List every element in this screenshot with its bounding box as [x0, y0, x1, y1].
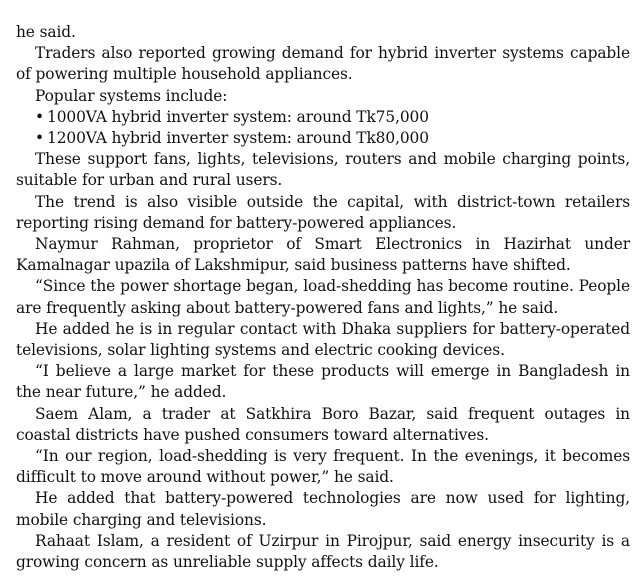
list-item-text: 1200VA hybrid inverter system: around Tk80,000 — [47, 129, 429, 148]
list-item — [16, 128, 630, 149]
list-item — [16, 107, 630, 128]
list-item-text: 1000VA hybrid inverter system: around Tk75,000 — [47, 107, 429, 126]
quote-saem-alam: “In our region, load-shedding is very frequent. In the evenings, it becomes difficult to move around without power,” he said. — [16, 447, 630, 487]
paragraph-dhaka-suppliers: He added he is in regular contact with Dhaka suppliers for battery-operated televisions, solar lighting systems and electric cooking devices. — [16, 319, 630, 360]
paragraph-naymur-rahman: Naymur Rahman, proprietor of Smart Electronics in Hazirhat under Kamalnagar upazila of Lakshmipur, said business patterns have shifted. — [16, 235, 630, 275]
quote-large-market: “I believe a large market for these products will emerge in Bangladesh in the near future,” he added. — [16, 362, 630, 402]
bullet-icon: • — [35, 107, 44, 126]
paragraph-popular-systems-intro: Popular systems include: — [35, 86, 228, 105]
paragraph-rahaat-islam: Rahaat Islam, a resident of Uzirpur in Pirojpur, said energy insecurity is a growing concern as unreliable supply affects daily life. — [16, 531, 630, 572]
paragraph-hybrid-inverter-demand: Traders also reported growing demand for hybrid inverter systems capable of powering multiple household appliances. — [16, 44, 630, 84]
paragraph-battery-technologies: He added that battery-powered technologies are now used for lighting, mobile charging and televisions. — [16, 489, 630, 529]
paragraph-district-trend: The trend is also visible outside the capital, with district-town retailers reporting rising demand for battery-powered appliances. — [16, 192, 630, 232]
bullet-icon: • — [35, 129, 44, 148]
paragraph-saem-alam: Saem Alam, a trader at Satkhira Boro Bazar, said frequent outages in coastal districts have pushed consumers toward alternatives. — [16, 404, 630, 444]
article-body — [16, 22, 630, 573]
quote-naymur-rahman: “Since the power shortage began, load-shedding has become routine. People are frequently asking about battery-powered fans and lights,” he said. — [16, 277, 630, 317]
lead-fragment: he said. — [16, 23, 76, 41]
paragraph-appliance-support: These support fans, lights, televisions, routers and mobile charging points, suitable for urban and rural users. — [16, 150, 630, 190]
inverter-price-list — [16, 107, 630, 149]
